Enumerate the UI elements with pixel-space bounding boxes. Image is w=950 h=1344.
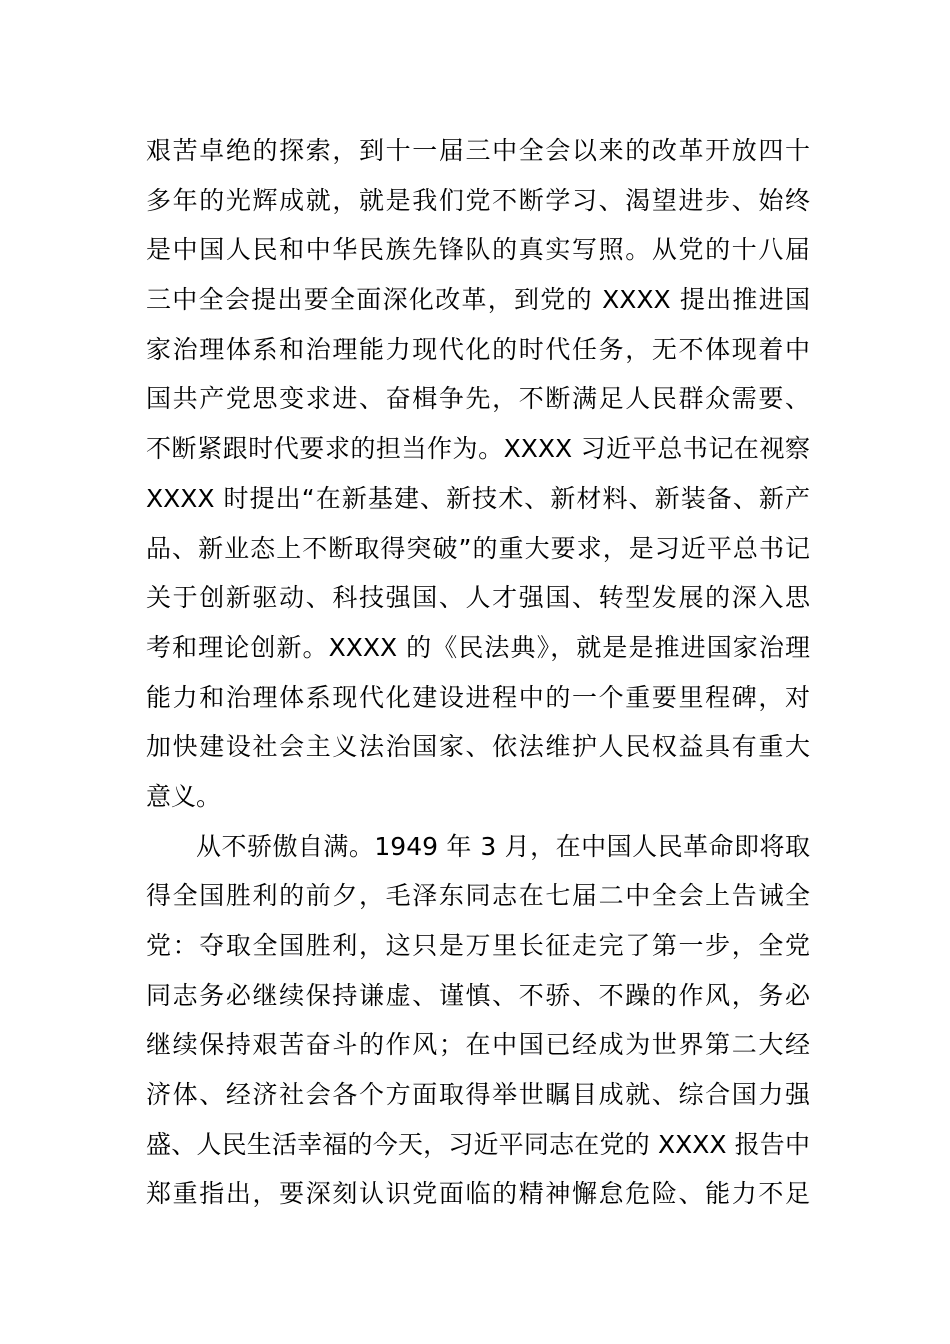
text-line: 是中国人民和中华民族先锋队的真实写照。从党的十八届: [146, 235, 810, 265]
text-line: 关于创新驱动、科技强国、人才强国、转型发展的深入思: [146, 583, 810, 613]
body-text: [146, 126, 810, 1219]
text-line: 三中全会提出要全面深化改革，到党的 XXXX 提出推进国: [146, 285, 810, 315]
text-line: 不断紧跟时代要求的担当作为。XXXX 习近平总书记在视察: [146, 434, 810, 464]
text-line: 考和理论创新。XXXX 的《民法典》，就是是推进国家治理: [146, 632, 810, 662]
text-line: 同志务必继续保持谦虚、谨慎、不骄、不躁的作风，务必: [146, 980, 810, 1010]
text-line: 党：夺取全国胜利，这只是万里长征走完了第一步，全党: [146, 931, 810, 960]
text-line: 国共产党思变求进、奋楫争先，不断满足人民群众需要、: [146, 384, 810, 414]
text-line: 郑重指出，要深刻认识党面临的精神懈怠危险、能力不足: [146, 1179, 810, 1209]
text-line: 继续保持艰苦奋斗的作风；在中国已经成为世界第二大经: [146, 1030, 810, 1060]
text-line: 得全国胜利的前夕，毛泽东同志在七届二中全会上告诫全: [146, 881, 810, 911]
paragraph-2: [146, 822, 810, 1220]
text-line: 能力和治理体系现代化建设进程中的一个重要里程碑，对: [146, 682, 810, 712]
text-line: 多年的光辉成就，就是我们党不断学习、渴望进步、始终: [146, 185, 810, 215]
text-line: 加快建设社会主义法治国家、依法维护人民权益具有重大: [146, 732, 810, 762]
text-line: 艰苦卓绝的探索，到十一届三中全会以来的改革开放四十: [146, 136, 810, 165]
text-line: 意义。: [146, 781, 222, 811]
text-line: 盛、人民生活幸福的今天，习近平同志在党的 XXXX 报告中: [146, 1129, 810, 1159]
text-line: 济体、经济社会各个方面取得举世瞩目成就、综合国力强: [146, 1080, 810, 1110]
text-line: 品、新业态上不断取得突破”的重大要求，是习近平总书记: [146, 533, 810, 563]
text-line: XXXX 时提出“在新基建、新技术、新材料、新装备、新产: [146, 483, 810, 513]
paragraph-1: [146, 126, 810, 822]
text-line: 从不骄傲自满。1949 年 3 月，在中国人民革命即将取: [196, 831, 810, 861]
text-line: 家治理体系和治理能力现代化的时代任务，无不体现着中: [146, 334, 810, 364]
